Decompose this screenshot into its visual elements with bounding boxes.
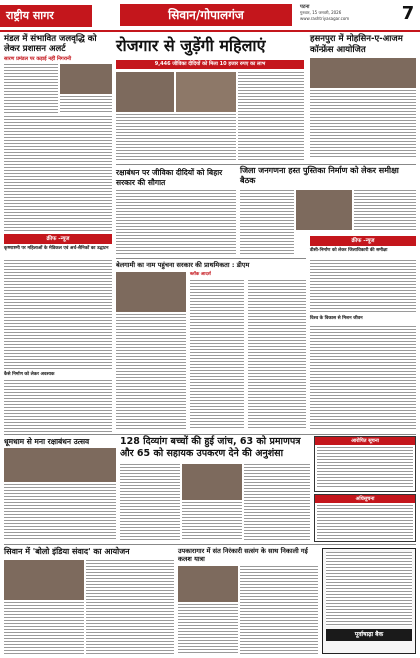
headline-a6: बेलगामी का नाम पहुंचना सरकार की प्राथमिकता : डीएम xyxy=(116,261,250,269)
photo xyxy=(176,72,236,112)
body-text xyxy=(116,190,236,256)
notice-text xyxy=(317,505,413,539)
ad-box xyxy=(322,548,416,654)
divider xyxy=(116,164,416,165)
body-text xyxy=(4,380,112,432)
body-text xyxy=(4,116,112,232)
ad-title: पूर्वाषाढ़ा बैक xyxy=(326,629,412,641)
body-text xyxy=(240,566,318,654)
divider xyxy=(4,544,416,545)
body-text xyxy=(116,314,186,430)
notice-title: आरोपित सूचना xyxy=(315,437,415,445)
small-headline: विश्व के विकास से मिशन जीवन xyxy=(310,316,363,321)
body-text xyxy=(4,602,84,654)
notice-box xyxy=(314,436,416,492)
headline-a7: धूमधाम से मना रक्षाबंधन उत्सव xyxy=(4,437,90,446)
site-label: www.rashtriyasagar.com xyxy=(300,16,350,21)
city-label: पटना xyxy=(300,4,310,10)
brief-banner: क्रीफ -न्यूज xyxy=(4,234,112,244)
notice-text xyxy=(317,447,413,489)
headline-a5: जिला जनगणना हस्त पुस्तिका निर्माण को लेकर समीक्षा बैठक xyxy=(240,166,399,185)
page-number: 7 xyxy=(401,3,415,24)
body-text xyxy=(4,484,116,540)
photo xyxy=(4,560,84,600)
small-headline: कृष्णाष्टमी पर महिलाओं के मेडिकल एवं अर्ध-सैनिकों का उद्घाटन xyxy=(4,246,109,251)
body-text xyxy=(178,604,238,654)
body-text xyxy=(248,280,306,430)
header-dateline xyxy=(300,4,400,22)
photo xyxy=(178,566,238,602)
notice-title: अधिसूचना xyxy=(315,495,415,503)
body-text xyxy=(116,114,236,162)
divider xyxy=(4,434,416,435)
date-label: गुरुवार, 15 जनवरी, 2026 xyxy=(300,10,342,15)
photo xyxy=(4,448,116,482)
body-text xyxy=(190,280,244,430)
headline-a9: सिवान में 'बोलो इंडिया संवाद' का आयोजन xyxy=(4,547,130,556)
body-text xyxy=(120,464,180,540)
byline: ब्लॉक आदर्श xyxy=(190,272,211,277)
subhead-a2: 9,446 जीविका दीदियों को मिला 10 हजार रुपए का लाभ xyxy=(116,60,304,69)
masthead: राष्ट्रीय सागर xyxy=(0,5,92,27)
body-text xyxy=(240,190,294,256)
body-text xyxy=(244,464,310,540)
headline-a4: रक्षाबंधन पर जीविका दीदियों को बिहार सरकार की सौगात xyxy=(116,168,223,187)
photo xyxy=(296,190,352,230)
headline-a3: हसनपुरा में मोहसिन-ए-आजम कॉन्फ्रेंस आयोजित xyxy=(310,34,403,55)
body-text xyxy=(4,260,112,370)
body-text xyxy=(310,326,416,430)
body-text xyxy=(182,502,242,540)
small-headline: कैसे निर्माण को लेकर अवश्यक xyxy=(4,372,55,377)
body-text xyxy=(86,560,174,654)
photo xyxy=(116,272,186,312)
headline-a8: 128 दिव्यांग बच्चों की हुई जांच, 63 को प्रमाणपत्र और 65 को सहायक उपकरण देने की अनुशंसा xyxy=(120,436,301,459)
photo xyxy=(310,58,416,88)
small-headline: डीसी-निर्माण को लेकर जिलाधिकारी की समीक्षा xyxy=(310,248,388,253)
photo xyxy=(60,64,112,94)
body-text xyxy=(238,72,304,162)
table-text xyxy=(326,552,412,626)
headline-a1: मंडल में संभावित जलवृद्धि को लेकर प्रशासन अलर्ट xyxy=(4,34,97,54)
body-text xyxy=(60,96,112,114)
photo xyxy=(182,464,242,500)
brief-banner: क्रीफ -न्यूज xyxy=(310,236,416,246)
headline-a10: उपकारागार में संत निरंकारी सत्संग के साथ निकाली गई कलश यात्रा xyxy=(178,547,308,563)
photo xyxy=(116,72,174,112)
body-text xyxy=(4,64,58,114)
subhead-a1: सारण प्रमंडल पर कड़ाई नहीं निगरानी xyxy=(4,56,72,62)
section-title: सिवान/गोपालगंज xyxy=(120,4,292,26)
body-text xyxy=(310,90,416,158)
body-text xyxy=(354,190,416,230)
notice-box xyxy=(314,494,416,542)
body-text xyxy=(310,260,416,314)
divider xyxy=(116,258,306,259)
headline-a2: रोजगार से जुड़ेंगी महिलाएं xyxy=(116,36,266,55)
